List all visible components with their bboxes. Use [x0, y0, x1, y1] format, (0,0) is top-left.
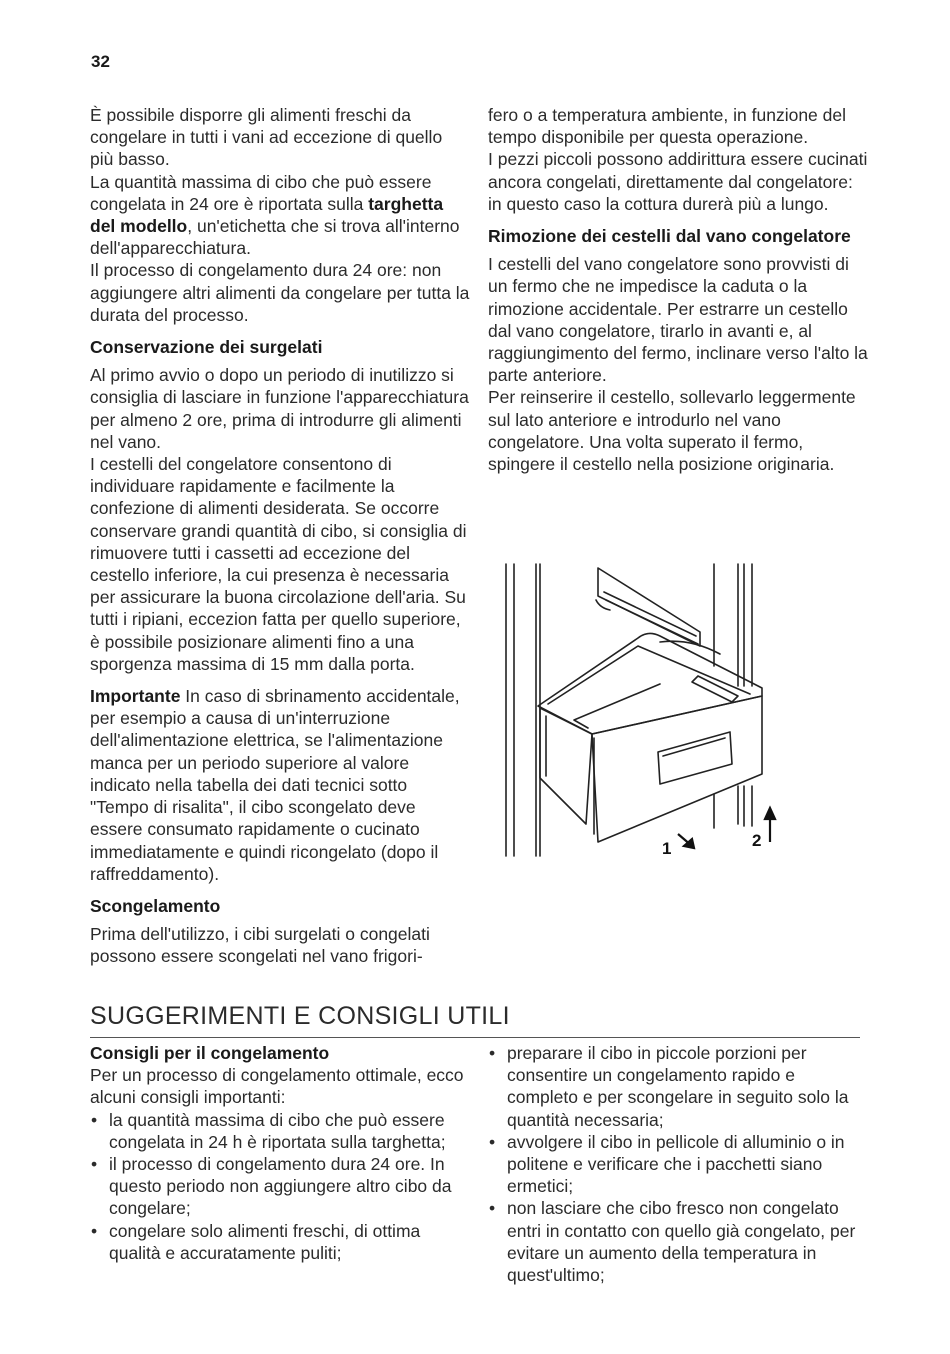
paragraph: Per reinserire il cestello, sollevarlo leggermente sul lato anteriore e introdurlo nel vano congelatore. Una volta superato il fermo, spingere il cestello nella posizione originaria.: [488, 387, 856, 475]
paragraph: Il processo di congelamento dura 24 ore: non aggiungere altri alimenti da congelare per tutta la durata del processo.: [90, 260, 470, 325]
bullet-list: [90, 1109, 465, 1264]
heading-scongelamento: Scongelamento: [90, 895, 221, 916]
paragraph: [90, 171, 470, 260]
paragraph: I cestelli del congelatore consentono di individuare rapidamente e facilmente la confezione di alimenti desiderata. Se occorre conservare grandi quantità di cibo, si consiglia di rimuovere tutti i cassetti ad eccezione del cestello inferiore, la cui presenza è necessaria per assicurare la buona circolazione dell'aria. Su tutti i ripiani, eccezion fatta per quello superiore, è possibile posizionare alimenti fino a una sporgenza massima di 15 mm dalla porta.: [90, 454, 467, 674]
paragraph: Prima dell'utilizzo, i cibi surgelati o congelati possono essere scongelati nel vano frigori-: [90, 924, 430, 967]
bottom-left-column: [90, 1042, 465, 1264]
paragraph: Al primo avvio o dopo un periodo di inutilizzo si consiglia di lasciare in funzione l'apparecchiatura per almeno 2 ore, prima di introdurre gli alimenti nel vano.: [90, 365, 469, 452]
paragraph: I pezzi piccoli possono addirittura essere cucinati ancora congelati, direttamente dal congelatore: in questo caso la cottura durerà più a lungo.: [488, 149, 868, 214]
list-item: • la quantità massima di cibo che può essere congelata in 24 h è riportata sulla targhetta;: [90, 1109, 465, 1153]
step-label-2: 2: [752, 831, 762, 850]
heading-consigli: Consigli per il congelamento: [90, 1043, 330, 1063]
section-title: SUGGERIMENTI E CONSIGLI UTILI: [90, 1002, 860, 1038]
right-column: [488, 104, 868, 475]
bullet-list: [488, 1042, 863, 1286]
bottom-right-column: [488, 1042, 863, 1286]
page-number: 32: [91, 52, 110, 71]
bold-text: targhetta del modello: [90, 193, 444, 237]
left-column: [90, 104, 470, 968]
list-item: • preparare il cibo in piccole porzioni per consentire un congelamento rapido e completo e per scongelare in seguito solo la quantità necessaria;: [488, 1042, 863, 1131]
text: , un'etichetta che si trova all'interno dell'apparecchiatura.: [90, 216, 460, 259]
heading-rimozione: Rimozione dei cestelli dal vano congelatore: [488, 226, 851, 247]
importante-label: Importante: [90, 686, 181, 707]
list-item: • avvolgere il cibo in pellicole di alluminio o in politene e verificare che i pacchetti siano ermetici;: [488, 1131, 863, 1198]
heading-conservazione: Conservazione dei surgelati: [90, 337, 323, 358]
paragraph-importante: [90, 685, 470, 885]
text: In caso di sbrinamento accidentale, per esempio a causa di un'interruzione dell'alimentazione elettrica, se l'alimentazione manca per un periodo superiore al valore indicato nella tabella dei dati tecnici sotto "Tempo di risalita", il cibo scongelato deve essere consumato rapidamente o cucinato immediatamente e quindi ricongelato (dopo il raffreddamento).: [90, 686, 460, 884]
step-label-1: 1: [662, 839, 672, 858]
paragraph: I cestelli del vano congelatore sono provvisti di un fermo che ne impedisce la caduta o la rimozione accidentale. Per estrarre un cestello dal vano congelatore, tirarlo in avanti e, al raggiungimento del fermo, inclinare verso l'alto la parte anteriore.: [488, 254, 868, 386]
paragraph-intro: Per un processo di congelamento ottimale, ecco alcuni consigli importanti:: [90, 1065, 464, 1108]
paragraph: È possibile disporre gli alimenti freschi da congelare in tutti i vani ad eccezione di quello più basso.: [90, 105, 443, 170]
text: La quantità massima di cibo che può essere congelata in 24 ore è riportata sulla: [90, 171, 432, 214]
basket-removal-illustration: [500, 556, 800, 861]
paragraph: fero o a temperatura ambiente, in funzione del tempo disponibile per questa operazione.: [488, 105, 846, 148]
list-item: • non lasciare che cibo fresco non congelato entri in contatto con quello già congelato, per evitare un aumento della temperatura in quest'ultimo;: [488, 1197, 863, 1286]
list-item: • congelare solo alimenti freschi, di ottima qualità e accuratamente puliti;: [90, 1220, 465, 1264]
list-item: • il processo di congelamento dura 24 ore. In questo periodo non aggiungere altro cibo da congelare;: [90, 1153, 465, 1220]
